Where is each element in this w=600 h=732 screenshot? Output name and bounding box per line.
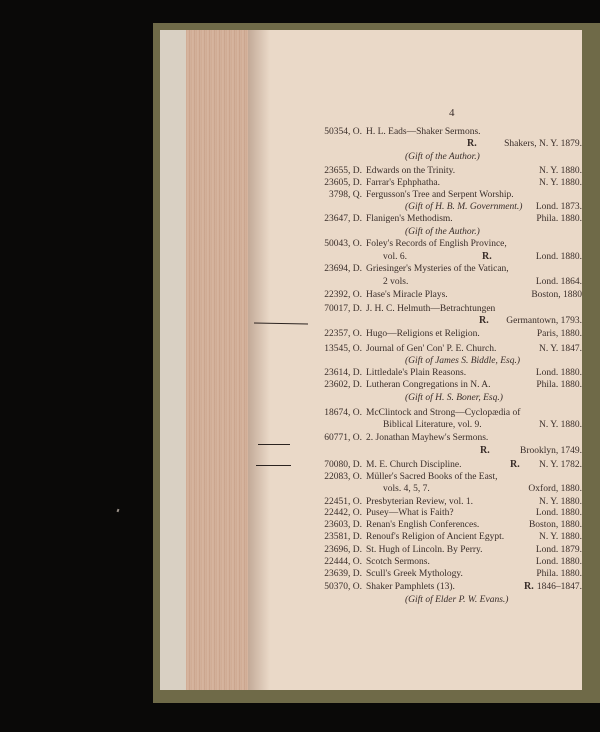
entry-title: 2. Jonathan Mayhew's Sermons. xyxy=(366,433,489,443)
imprint: N. Y. 1880. xyxy=(538,532,582,542)
reference-mark: R. xyxy=(510,459,520,470)
call-number: 23581, D. xyxy=(324,532,362,542)
call-number: 70017, D. xyxy=(324,304,362,314)
reference-mark: R. xyxy=(479,315,489,326)
imprint: Boston, 1880. xyxy=(528,520,582,530)
call-number: 13545, O. xyxy=(324,344,362,354)
gift-note: (Gift of Elder P. W. Evans.) xyxy=(405,595,509,605)
entry-title: Lutheran Congregations in N. A. xyxy=(366,380,491,390)
call-number: 50370, O. xyxy=(324,582,362,592)
call-number: 22083, O. xyxy=(324,472,362,482)
imprint: Lond. 1880. xyxy=(535,508,582,518)
call-number: 22451, O. xyxy=(324,497,362,507)
entry-title: Hugo—Religions et Religion. xyxy=(366,329,480,339)
entry-title: M. E. Church Discipline. xyxy=(366,460,462,470)
entry-title: Journal of Gen' Con' P. E. Church. xyxy=(366,344,497,354)
imprint: Phila. 1880. xyxy=(536,380,582,390)
imprint: Oxford, 1880. xyxy=(528,484,582,494)
call-number: 23694, D. xyxy=(324,264,362,274)
call-number: 22444, O. xyxy=(324,557,362,567)
call-number: 23603, D. xyxy=(324,520,362,530)
entry-title: St. Hugh of Lincoln. By Perry. xyxy=(366,545,483,555)
imprint: Lond. 1879. xyxy=(535,545,582,555)
gift-note: (Gift of the Author.) xyxy=(405,152,480,162)
imprint: Brooklyn, 1749. xyxy=(519,446,582,456)
call-number: 23602, D. xyxy=(324,380,362,390)
entry-title: Shaker Pamphlets (13). xyxy=(366,582,455,592)
entry-title: Griesinger's Mysteries of the Vatican, xyxy=(366,264,509,274)
imprint: N. Y. 1880. xyxy=(538,178,582,188)
entry-title: Scotch Sermons. xyxy=(366,557,430,567)
imprint: Germantown, 1793. xyxy=(506,316,582,326)
imprint: Paris, 1880. xyxy=(536,329,582,339)
imprint: N. Y. 1847. xyxy=(538,344,582,354)
call-number: 22442, O. xyxy=(324,508,362,518)
gift-note: (Gift of James S. Biddle, Esq.) xyxy=(405,356,521,366)
entry-title: Pusey—What is Faith? xyxy=(366,508,454,518)
call-number: 23639, D. xyxy=(324,569,362,579)
call-number: 23605, D. xyxy=(324,178,362,188)
entry-title-continued: 2 vols. xyxy=(383,277,409,287)
imprint: Phila. 1880. xyxy=(536,214,582,224)
entry-title-continued: Biblical Literature, vol. 9. xyxy=(383,420,482,430)
reference-mark: R. xyxy=(524,581,534,592)
imprint: N. Y. 1880. xyxy=(538,497,582,507)
entry-title: Müller's Sacred Books of the East, xyxy=(366,472,498,482)
imprint: N. Y. 1880. xyxy=(538,166,582,176)
imprint: Lond. 1880. xyxy=(535,368,582,378)
call-number: 3798, Q. xyxy=(329,190,362,200)
entry-title: McClintock and Strong—Cyclopædia of xyxy=(366,408,521,418)
call-number: 22357, O. xyxy=(324,329,362,339)
call-number: 50043, O. xyxy=(324,239,362,249)
gift-note: (Gift of H. S. Boner, Esq.) xyxy=(405,393,503,403)
imprint: Lond. 1880. xyxy=(535,252,582,262)
entry-title: Foley's Records of English Province, xyxy=(366,239,507,249)
entry-title: Hase's Miracle Plays. xyxy=(366,290,448,300)
call-number: 23696, D. xyxy=(324,545,362,555)
entry-title: Littledale's Plain Reasons. xyxy=(366,368,467,378)
imprint: N. Y. 1782. xyxy=(538,460,582,470)
page-edges xyxy=(186,30,250,690)
entry-title: Farrar's Ephphatha. xyxy=(366,178,440,188)
gift-note: (Gift of the Author.) xyxy=(405,227,480,237)
reference-mark: R. xyxy=(480,445,490,456)
entry-title: Fergusson's Tree and Serpent Worship. xyxy=(366,190,514,200)
call-number: 23614, D. xyxy=(324,368,362,378)
reference-mark: R. xyxy=(467,138,477,149)
entry-title: Presbyterian Review, vol. 1. xyxy=(366,497,474,507)
entry-title: H. L. Eads—Shaker Sermons. xyxy=(366,127,481,137)
entry-title-continued: vol. 6. xyxy=(383,252,408,262)
reference-mark: R. xyxy=(482,251,492,262)
entry-title: Edwards on the Trinity. xyxy=(366,166,456,176)
imprint: Phila. 1880. xyxy=(536,569,582,579)
entry-title: Renan's English Conferences. xyxy=(366,520,480,530)
call-number: 22392, O. xyxy=(324,290,362,300)
imprint: Lond. 1880. xyxy=(535,557,582,567)
entry-title-continued: vols. 4, 5, 7. xyxy=(383,484,430,494)
desk-speck xyxy=(117,509,120,513)
call-number: 18674, O. xyxy=(324,408,362,418)
call-number: 60771, O. xyxy=(324,433,362,443)
entry-title: Scull's Greek Mythology. xyxy=(366,569,463,579)
page-gutter-shadow xyxy=(248,30,270,690)
margin-pencil-mark xyxy=(258,444,290,445)
margin-pencil-mark xyxy=(256,465,291,466)
call-number: 23655, D. xyxy=(324,166,362,176)
call-number: 23647, D. xyxy=(324,214,362,224)
call-number: 50354, O. xyxy=(324,127,362,137)
entry-title: Renouf's Religion of Ancient Egypt. xyxy=(366,532,505,542)
gift-note: (Gift of H. B. M. Government.) xyxy=(405,202,523,212)
imprint: Lond. 1864. xyxy=(535,277,582,287)
imprint: 1846–1847. xyxy=(536,582,582,592)
imprint: Lond. 1873. xyxy=(535,202,582,212)
imprint: Boston, 1880 xyxy=(531,290,582,300)
call-number: 70080, D. xyxy=(324,460,362,470)
imprint: Shakers, N. Y. 1879. xyxy=(504,139,582,149)
entry-title: J. H. C. Helmuth—Betrachtungen xyxy=(366,304,496,314)
entry-title: Flanigen's Methodism. xyxy=(366,214,453,224)
page-number: 4 xyxy=(449,107,455,119)
imprint: N. Y. 1880. xyxy=(538,420,582,430)
